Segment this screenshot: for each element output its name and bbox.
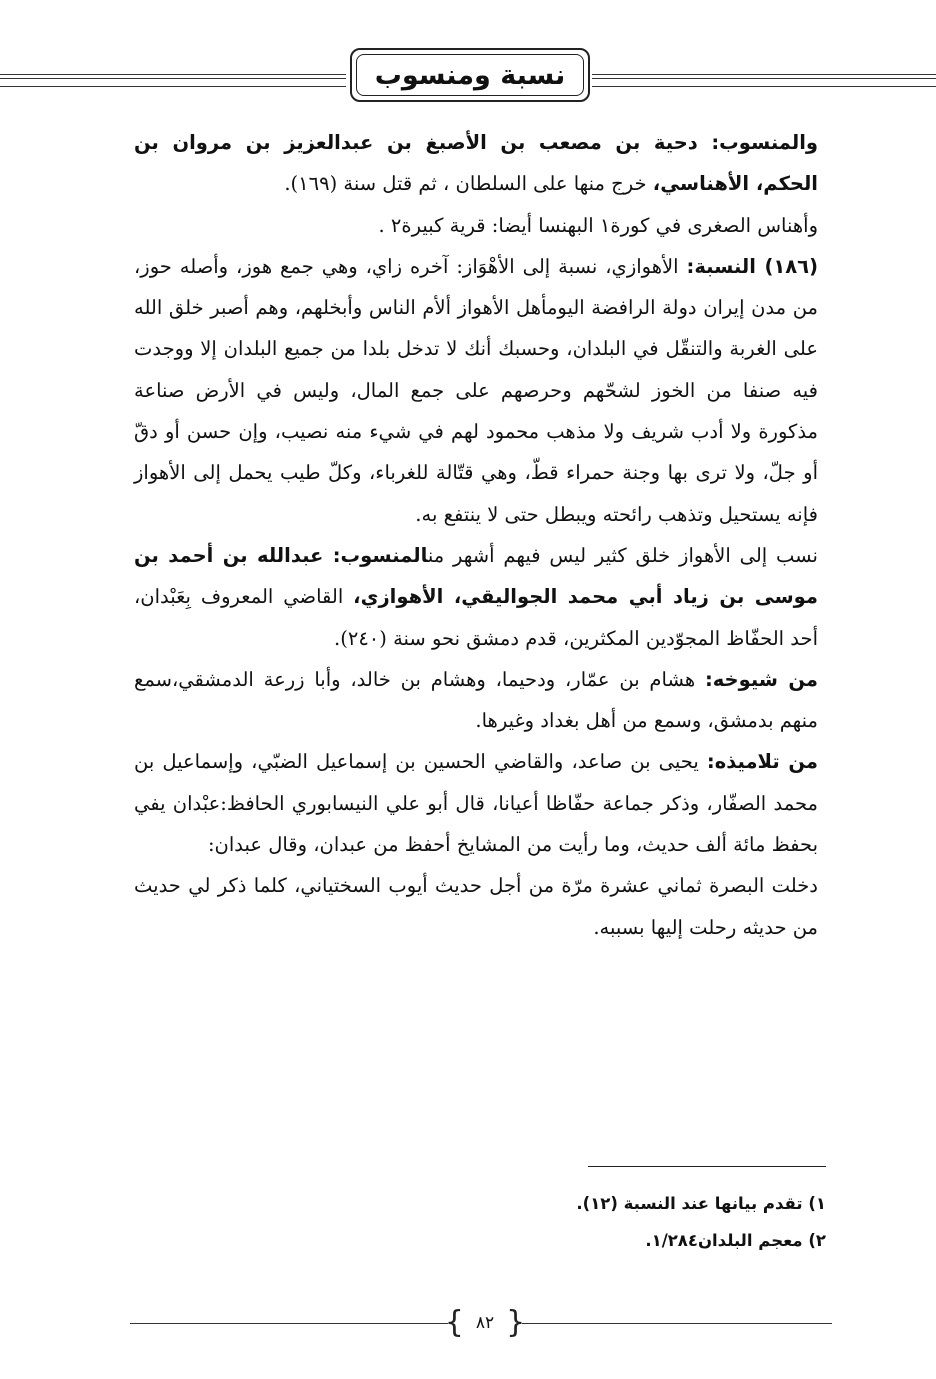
text-run: خرج منها على السلطان ، ثم قتل سنة (١٦٩). bbox=[284, 172, 653, 196]
footnotes bbox=[326, 1185, 826, 1259]
footnote-1: ١) تقدم بيانها عند النسبة (١٢). bbox=[576, 1194, 826, 1213]
body-paragraph bbox=[134, 122, 818, 205]
text-run: يحيى بن صاعد، والقاضي الحسين بن إسماعيل الضبّي، وإسماعيل بن محمد الصفّار، وذكر جماعة حفّاظا أعيانا، قال أبو علي النيسابوري الحافظ:عبْدان يفي بحفظ مائة ألف حديث، وما رأيت من المشايخ أحفظ من عبدان، وقال عبدان: bbox=[134, 750, 818, 857]
body-paragraph bbox=[134, 205, 818, 246]
header-frame bbox=[350, 48, 590, 102]
header-rule-right bbox=[592, 74, 936, 88]
right-brace-ornament: } bbox=[506, 1305, 526, 1340]
text-run: دخلت البصرة ثماني عشرة مرّة من أجل حديث أيوب السختياني، كلما ذكر لي حديث من حديثه رحلت إليها بسببه. bbox=[134, 874, 818, 939]
body-paragraph bbox=[134, 865, 818, 948]
bold-text-run: والمنسوب: دحية بن مصعب بن الأصبغ بن عبدالعزيز بن مروان بن الحكم، الأهناسي، bbox=[134, 131, 818, 196]
body-paragraph bbox=[134, 246, 818, 535]
page-number: ٨٢ bbox=[475, 1313, 495, 1333]
body-paragraph bbox=[134, 659, 818, 742]
text-run: وأهناس الصغرى في كورة١ البهنسا أيضا: قرية كبيرة٢ . bbox=[378, 213, 818, 237]
body-paragraph bbox=[134, 741, 818, 865]
left-brace-ornament: { bbox=[444, 1305, 464, 1340]
text-run: الأهوازي، نسبة إلى الأهْوَاز: آخره زاي، وهي جمع هوز، وأصله حوز، من مدن إيران دولة الرافضة اليومأهل الأهواز ألأم الناس وأبخلهم، وهم أصبر خلق الله على الغربة والتنقّل في البلدان، وحسبك أنك لا تدخل بلدا من جميع البلدان إلا ووجدت فيه صنفا من الخوز لشحّهم وحرصهم على جمع المال، وليس في الأرض صناعة مذكورة ولا أدب شريف ولا مذهب محمود لهم في شيء منه نصيب، وإن حسن أو دقّ أو جلّ، ولا ترى بها وجنة حمراء قطّ، وهي قتّالة للغرباء، وكلّ طيب يحمل إلى الأهواز فإنه يستحيل وتذهب رائحته ويبطل حتى لا ينتفع به. bbox=[134, 254, 818, 526]
footer-rule-left bbox=[130, 1323, 448, 1324]
text-run: هشام بن عمّار، ودحيما، وهشام بن خالد، وأبا زرعة الدمشقي،سمع منهم بدمشق، وسمع من أهل بغداد وغيرها. bbox=[134, 667, 818, 733]
text-run: نسب إلى الأهواز خلق كثير ليس فيهم أشهر من bbox=[427, 543, 818, 567]
header-frame-inner bbox=[356, 54, 584, 96]
footer-rule-right bbox=[522, 1323, 832, 1324]
header-rule-left bbox=[0, 74, 346, 88]
page-body-text bbox=[134, 122, 818, 948]
footnote-separator bbox=[588, 1166, 826, 1167]
bold-text-run: المنسوب: عبدالله بن أحمد بن موسى بن زياد أبي محمد الجواليقي، الأهوازي، bbox=[134, 543, 818, 609]
footnote-2: ٢) معجم البلدان١/٢٨٤. bbox=[645, 1231, 826, 1250]
body-paragraph bbox=[134, 535, 818, 659]
running-header-title: نسبة ومنسوب bbox=[374, 59, 566, 91]
text-run: القاضي المعروف بِعَبْدان، أحد الحفّاظ المجوّدين المكثرين، قدم دمشق نحو سنة (٢٤٠). bbox=[134, 585, 818, 650]
bold-text-run: من شيوخه: bbox=[704, 667, 818, 691]
bold-text-run: من تلاميذه: bbox=[706, 750, 818, 774]
bold-text-run: (١٨٦) النسبة: bbox=[686, 254, 818, 278]
page-number-frame bbox=[444, 1303, 526, 1343]
